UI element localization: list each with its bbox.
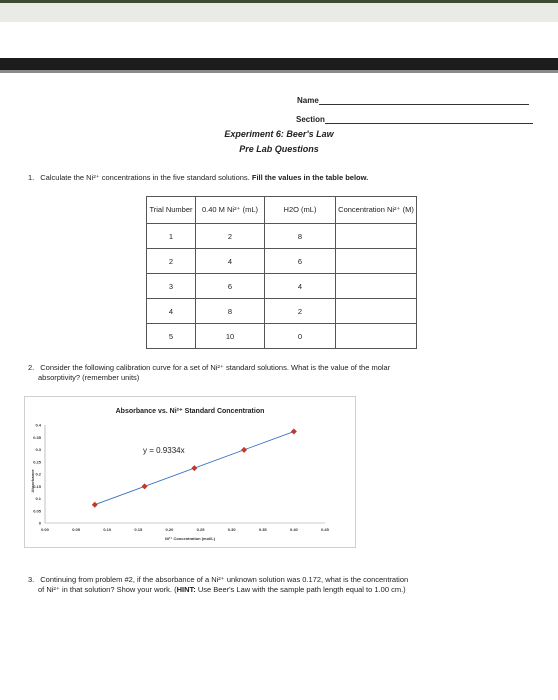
question-3-hint: HINT:: [176, 585, 196, 594]
table-cell: 10: [196, 324, 265, 349]
table-cell: [336, 249, 417, 274]
question-3-number: 3.: [28, 575, 35, 584]
y-tick-label: 0: [38, 520, 41, 526]
table-cell: 6: [196, 274, 265, 299]
page-title: Experiment 6: Beer's Law: [224, 129, 334, 139]
x-tick-label: 0.05: [72, 527, 81, 532]
name-label: Name: [297, 96, 319, 105]
table-cell: 0: [265, 324, 336, 349]
trendline-equation: y = 0.9334x: [143, 446, 185, 455]
question-3-text-b: Use Beer's Law with the sample path length equal to 1.00 cm.): [195, 585, 406, 594]
table-cell: 4: [147, 299, 196, 324]
question-3-text: Continuing from problem #2, if the absorbance of a Ni²⁺ unknown solution was 0.172, what is the concentration: [40, 575, 409, 584]
table-row: [147, 324, 417, 349]
y-tick-label: 0.2: [35, 471, 41, 477]
y-tick-label: 0.3: [35, 447, 41, 452]
x-tick-label: 0.00: [41, 527, 49, 532]
table-cell: 3: [147, 274, 196, 299]
x-tick-label: 0.25: [196, 527, 205, 532]
table-cell: [336, 224, 417, 249]
x-tick-label: 0.40: [289, 527, 298, 532]
table-cell: 2: [196, 224, 265, 249]
x-axis-label: Ni²⁺ Concentration (mol/L): [164, 536, 216, 541]
x-tick-label: 0.20: [165, 527, 174, 532]
calibration-chart: [24, 396, 356, 548]
table-header-row: [147, 197, 417, 224]
table-header-cell: H2O (mL): [265, 197, 336, 224]
table-cell: [336, 299, 417, 324]
table-cell: 1: [147, 224, 196, 249]
table-cell: 6: [265, 249, 336, 274]
y-tick-label: 0.4: [35, 422, 41, 428]
table-cell: 5: [147, 324, 196, 349]
table-row: [147, 299, 417, 324]
top-band-shade: [0, 0, 558, 3]
data-point: [92, 502, 98, 508]
calibration-chart-svg: [25, 397, 355, 547]
table-row: [147, 224, 417, 249]
section-label: Section: [296, 115, 325, 124]
header-rule: [0, 58, 558, 70]
name-field: [297, 96, 529, 105]
y-tick-label: 0.15: [33, 483, 41, 489]
data-point: [291, 429, 297, 435]
header-rule-thin: [0, 70, 558, 73]
table-header-cell: Trial Number: [147, 197, 196, 224]
question-1: [28, 173, 368, 183]
table-cell: 4: [196, 249, 265, 274]
page-subtitle: Pre Lab Questions: [239, 144, 319, 154]
y-axis-label: Absorbance: [30, 469, 35, 493]
x-tick-label: 0.10: [103, 527, 112, 532]
table-row: [147, 274, 417, 299]
y-tick-label: 0.35: [33, 434, 41, 440]
question-1-number: 1.: [28, 173, 35, 182]
question-3: [28, 575, 408, 595]
trial-table: [146, 196, 417, 349]
table-cell: [336, 324, 417, 349]
question-2-text-cont: absorptivity? (remember units): [38, 373, 140, 382]
table-cell: 8: [265, 224, 336, 249]
question-3-text-a: of Ni²⁺ in that solution? Show your work. (: [38, 585, 177, 594]
y-tick-label: 0.05: [33, 508, 41, 514]
question-2-text: Consider the following calibration curve for a set of Ni²⁺ standard solutions. What is the value of the molar: [40, 363, 391, 372]
section-line: [325, 123, 533, 124]
chart-title: Absorbance vs. Ni²⁺ Standard Concentration: [115, 408, 265, 415]
data-point: [241, 447, 247, 453]
top-band: [0, 0, 558, 22]
table-cell: 2: [265, 299, 336, 324]
x-tick-label: 0.15: [134, 527, 143, 532]
question-2-number: 2.: [28, 363, 35, 372]
data-point: [191, 465, 197, 471]
question-1-text: Calculate the Ni²⁺ concentrations in the five standard solutions.: [40, 173, 250, 182]
table-cell: [336, 274, 417, 299]
y-tick-label: 0.25: [33, 459, 41, 465]
x-tick-label: 0.45: [321, 527, 329, 532]
y-tick-label: 0.1: [35, 496, 41, 501]
table-row: [147, 249, 417, 274]
table-cell: 8: [196, 299, 265, 324]
question-2: [28, 363, 390, 383]
data-point: [142, 483, 148, 489]
x-tick-label: 0.35: [258, 527, 267, 532]
question-1-instruction: Fill the values in the table below.: [251, 173, 369, 182]
table-header-cell: Concentration Ni²⁺ (M): [336, 197, 417, 224]
table-cell: 4: [265, 274, 336, 299]
x-tick-label: 0.30: [227, 527, 236, 532]
table-header-cell: 0.40 M Ni²⁺ (mL): [196, 197, 265, 224]
table-cell: 2: [147, 249, 196, 274]
name-line: [319, 104, 529, 105]
section-field: [296, 115, 533, 124]
